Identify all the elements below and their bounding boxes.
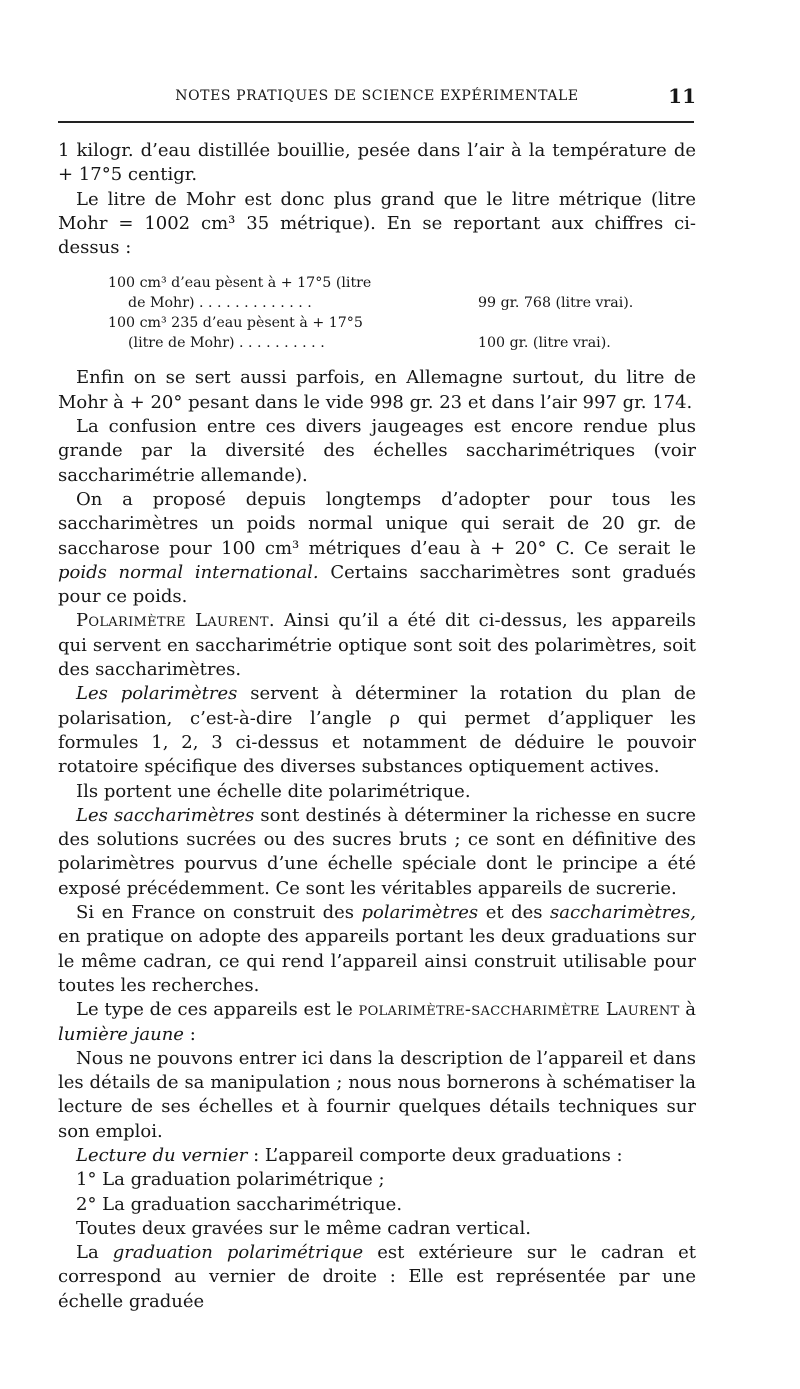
text-run: Le type de ces appareils est le — [76, 999, 359, 1021]
list-item: 1° La graduation polarimétrique ; — [76, 1169, 385, 1191]
running-title: NOTES PRATIQUES DE SCIENCE EXPÉRIMENTALE — [175, 88, 579, 104]
table-cell: 100 cm³ 235 d’eau pèsent à + 17°5 — [108, 315, 363, 332]
page-number: 11 — [668, 84, 696, 108]
section-heading: Polarimètre Laurent. — [76, 610, 275, 632]
paragraph — [58, 804, 696, 901]
text-run: : — [183, 1023, 196, 1045]
text-run: en pratique on adopte des appareils portant les deux graduations sur le même cadran, ce qui rend l’appareil ainsi construit utilisable pour toutes les recherches. — [58, 926, 696, 996]
text-run: On a proposé depuis longtemps d’adopter pour tous les saccharimètres un poids normal unique qui serait de 20 gr. de saccharose pour 100 cm³ métriques d’eau à + 20° C. Ce serait le — [58, 488, 696, 559]
table-cell: 100 cm³ d’eau pèsent à + 17°5 (litre — [108, 275, 372, 292]
text-run: et des — [478, 902, 550, 924]
text-run: La — [76, 1242, 113, 1264]
paragraph: La confusion entre ces divers jaugeages est encore rendue plus grande par la diversité des échelles saccharimétriques (voir saccharimétrie allemande). — [58, 416, 696, 486]
table-row — [58, 293, 696, 313]
paragraph — [58, 609, 696, 682]
table-row — [58, 313, 696, 333]
text-run: Si en France on construit des — [76, 902, 362, 924]
italic-term: lumière jaune — [58, 1023, 184, 1045]
text-run: à — [679, 999, 697, 1021]
italic-term: poids normal international. — [58, 561, 319, 583]
text-run: servent à déterminer la rotation du plan de polarisation, c’est-à-dire l’angle ρ qui permet d’appliquer les formules 1, 2, 3 ci-dessus et notamment de déduire le pouvoir rotatoire spécifique des diverses substances optiquement actives. — [58, 683, 696, 778]
italic-term: polarimètres — [361, 902, 479, 924]
paragraph: 1 kilogr. d’eau distillée bouillie, pesée dans l’air à la température de + 17°5 centigr. — [58, 140, 696, 186]
paragraph — [58, 682, 696, 779]
table-row — [58, 333, 696, 353]
text-run: Certains saccharimètres sont gradués pour ce poids. — [58, 561, 696, 608]
text-run: est extérieure sur le cadran et correspond au vernier de droite : Elle est représentée par une échelle graduée — [58, 1242, 697, 1312]
paragraph: Nous ne pouvons entrer ici dans la description de l’appareil et dans les détails de sa manipulation ; nous nous bornerons à schématiser la lecture de ses échelles et à fournir quelques détails techniques sur son emploi. — [58, 1047, 696, 1142]
paragraph: Le litre de Mohr est donc plus grand que le litre métrique (litre Mohr = 1002 cm³ 35 métrique). En se reportant aux chiffres ci-dessus : — [58, 188, 696, 259]
table-row — [58, 273, 696, 293]
page-body — [58, 139, 696, 1314]
header-rule — [58, 121, 694, 123]
list-item: 2° La graduation saccharimétrique. — [76, 1193, 403, 1215]
paragraph — [58, 998, 696, 1047]
paragraph: Toutes deux gravées sur le même cadran vertical. — [76, 1217, 531, 1239]
paragraph — [58, 488, 696, 609]
page-header — [58, 84, 696, 112]
table-value: 99 gr. 768 (litre vrai). — [478, 295, 634, 312]
paragraph — [58, 1144, 696, 1168]
italic-term: graduation polarimétrique — [112, 1242, 364, 1264]
text-run: sont destinés à déterminer la richesse en sucre des solutions sucrées ou des sucres bruts ; ce sont en définitive des polarimètres pourvus d’une échelle spéciale dont le principe a été exposé précédemment. Ce sont les véritables appareils de sucrerie. — [58, 804, 696, 899]
weight-table — [58, 273, 696, 353]
paragraph: Ils portent une échelle dite polarimétrique. — [76, 780, 471, 802]
paragraph — [58, 901, 696, 998]
italic-term: Les polarimètres — [76, 683, 238, 705]
paragraph — [58, 1241, 696, 1314]
small-caps-term: polarimètre-saccharimètre Laurent — [358, 999, 680, 1021]
table-value: 100 gr. (litre vrai). — [478, 335, 611, 352]
italic-term: Lecture du vernier — [76, 1144, 248, 1166]
italic-term: saccharimètres, — [550, 902, 696, 924]
table-cell: (litre de Mohr) . . . . . . . . . . — [128, 335, 325, 352]
text-run: : L’appareil comporte deux graduations : — [247, 1144, 623, 1166]
table-cell: de Mohr) . . . . . . . . . . . . . — [128, 295, 312, 312]
paragraph: Enfin on se sert aussi parfois, en Allemagne surtout, du litre de Mohr à + 20° pesant dans le vide 998 gr. 23 et dans l’air 997 gr. 174. — [58, 367, 696, 413]
italic-term: Les saccharimètres — [76, 804, 255, 826]
text-run: Ainsi qu’il a été dit ci-dessus, les appareils qui servent en saccharimétrie optique sont soit des polarimètres, soit des saccharimètres. — [58, 610, 696, 681]
